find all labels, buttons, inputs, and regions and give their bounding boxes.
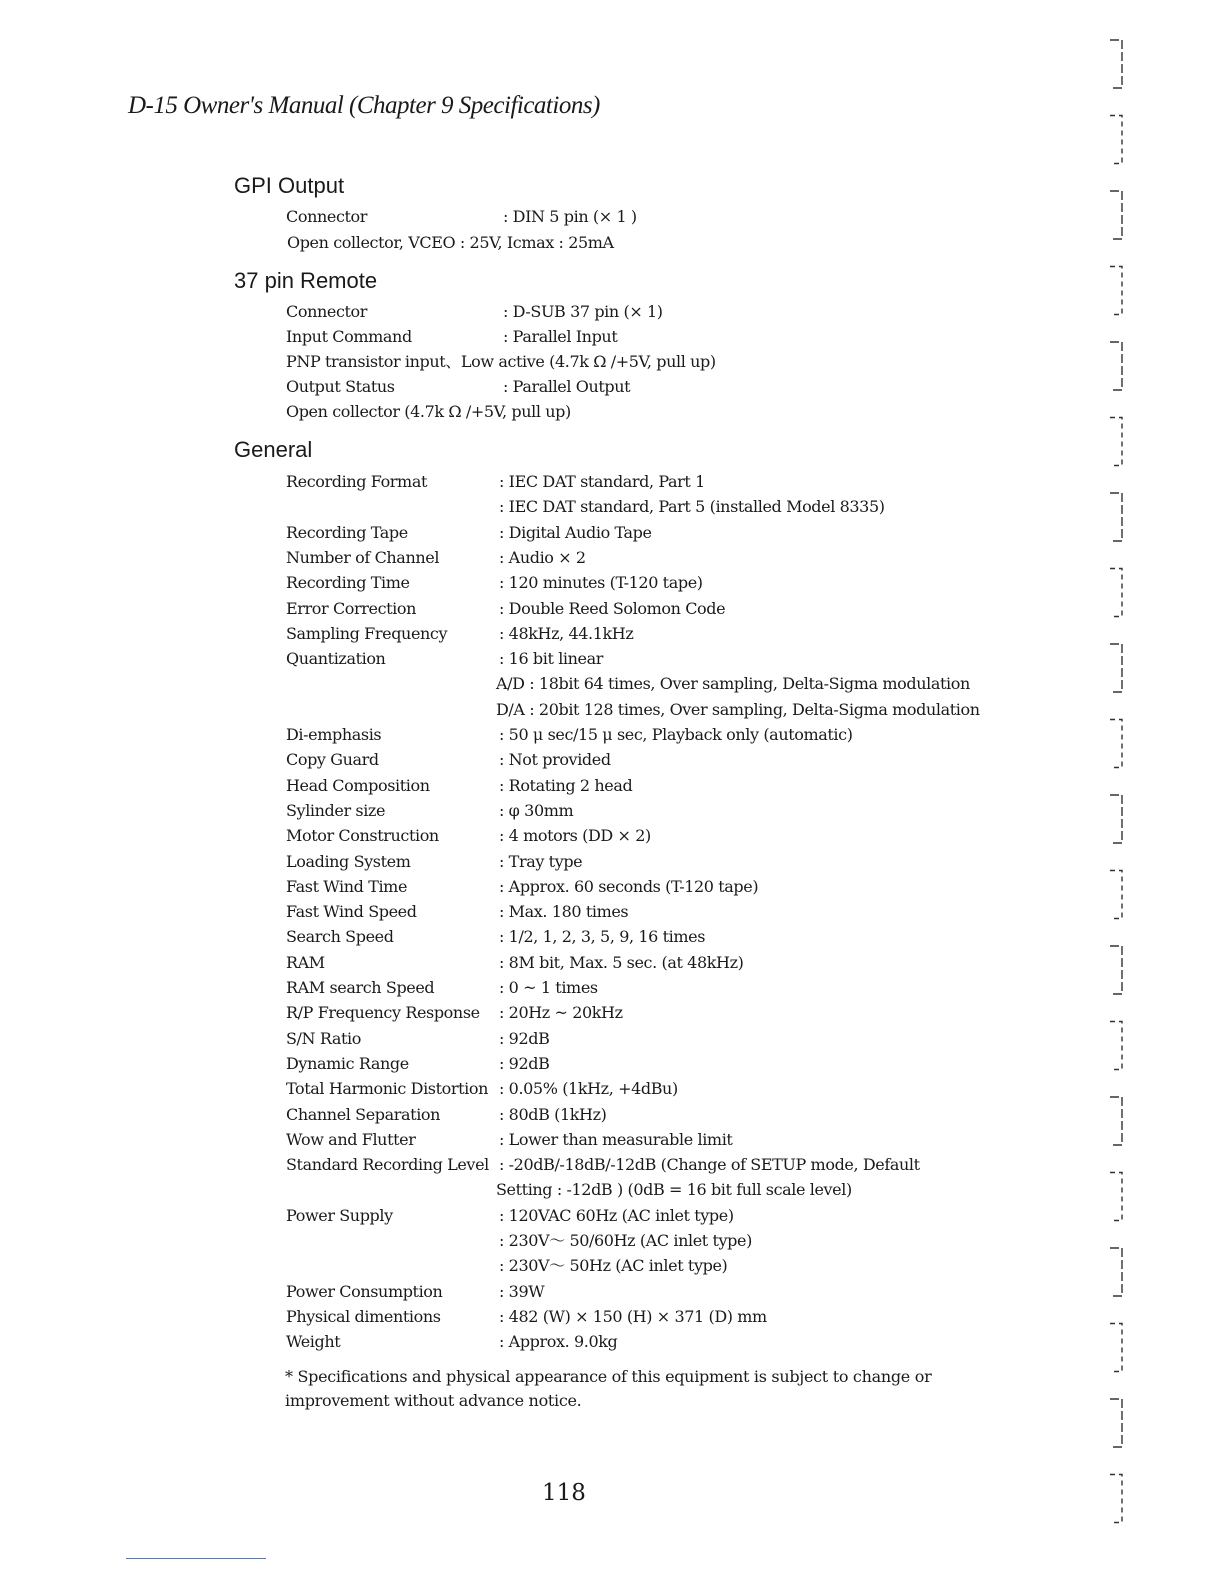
general-spec-label: Total Harmonic Distortion xyxy=(286,1079,489,1098)
binding-hole-mark xyxy=(1110,871,1122,919)
binding-hole-mark xyxy=(1110,1097,1122,1145)
binding-hole-mark xyxy=(1110,1324,1122,1372)
general-spec-value: : 1/2, 1, 2, 3, 5, 9, 16 times xyxy=(499,927,706,946)
general-spec-label: R/P Frequency Response xyxy=(286,1003,480,1022)
general-spec-value: : 50 μ sec/15 μ sec, Playback only (automatic) xyxy=(499,725,853,744)
page-header: D-15 Owner's Manual (Chapter 9 Specifications) xyxy=(128,92,600,119)
general-spec-value: : Not provided xyxy=(499,750,611,769)
page-number: 118 xyxy=(542,1480,586,1506)
general-spec-value: : 39W xyxy=(499,1282,545,1301)
footnote: * Specifications and physical appearance of this equipment is subject to change or improvement without advance notice. xyxy=(285,1367,932,1410)
general-spec-value: : φ 30mm xyxy=(499,801,574,820)
general-spec-value: : 92dB xyxy=(499,1054,550,1073)
binding-hole-mark xyxy=(1110,191,1122,239)
general-spec-value: : IEC DAT standard, Part 5 (installed Model 8335) xyxy=(499,497,885,516)
bottom-rule xyxy=(126,1558,266,1559)
general-spec-label: Standard Recording Level xyxy=(286,1155,489,1174)
binding-hole-mark xyxy=(1110,418,1122,466)
general-spec-label: Sylinder size xyxy=(286,801,386,820)
general-spec-label: Recording Tape xyxy=(286,523,408,542)
general-spec-label: Wow and Flutter xyxy=(286,1130,416,1149)
section-title-remote: 37 pin Remote xyxy=(234,268,378,293)
general-spec-value: : 4 motors (DD × 2) xyxy=(499,826,651,845)
general-spec-value: A/D : 18bit 64 times, Over sampling, Delta-Sigma modulation xyxy=(496,674,970,693)
binding-hole-mark xyxy=(1110,1022,1122,1070)
binding-hole-mark xyxy=(1110,644,1122,692)
general-spec-value: : 16 bit linear xyxy=(499,649,603,668)
general-spec-value: : 0.05% (1kHz, +4dBu) xyxy=(499,1079,678,1098)
section-title-gpi: GPI Output xyxy=(234,173,345,198)
binding-hole-mark xyxy=(1110,795,1122,843)
binding-hole-mark xyxy=(1110,493,1122,541)
binding-hole-mark xyxy=(1110,946,1122,994)
general-spec-label: Fast Wind Speed xyxy=(286,902,417,921)
general-spec-value: : 230V～ 50/60Hz (AC inlet type) xyxy=(499,1231,752,1250)
general-spec-label: S/N Ratio xyxy=(286,1029,361,1048)
general-spec-value: : Approx. 9.0kg xyxy=(499,1332,618,1351)
remote-connector-value: : D-SUB 37 pin (× 1) xyxy=(503,302,663,321)
general-spec-label: Error Correction xyxy=(286,599,417,618)
general-spec-value: : Audio × 2 xyxy=(499,548,586,567)
general-spec-value: : Rotating 2 head xyxy=(499,776,633,795)
general-spec-value: : Double Reed Solomon Code xyxy=(499,599,726,618)
general-spec-label: Copy Guard xyxy=(286,750,379,769)
general-spec-label: Search Speed xyxy=(286,927,394,946)
remote-input-label: Input Command xyxy=(286,327,412,346)
general-spec-value: : Tray type xyxy=(499,852,583,871)
general-spec-label: Fast Wind Time xyxy=(286,877,408,896)
general-spec-value: : Max. 180 times xyxy=(499,902,629,921)
general-spec-value: : IEC DAT standard, Part 1 xyxy=(499,472,705,491)
remote-open-collector: Open collector (4.7k Ω /+5V, pull up) xyxy=(286,402,571,421)
general-spec-label: RAM search Speed xyxy=(286,978,435,997)
general-spec-label: Dynamic Range xyxy=(286,1054,409,1073)
binding-marks xyxy=(1106,30,1130,1530)
general-spec-value: : 48kHz, 44.1kHz xyxy=(499,624,634,643)
binding-hole-mark xyxy=(1110,720,1122,768)
general-spec-value: D/A : 20bit 128 times, Over sampling, Delta-Sigma modulation xyxy=(496,700,980,719)
gpi-connector-value: : DIN 5 pin (× 1 ) xyxy=(503,207,637,226)
general-spec-value: : 8M bit, Max. 5 sec. (at 48kHz) xyxy=(499,953,744,972)
general-spec-label: Di-emphasis xyxy=(286,725,382,744)
binding-hole-mark xyxy=(1110,1248,1122,1296)
general-spec-label: Head Composition xyxy=(286,776,430,795)
general-spec-value: : Lower than measurable limit xyxy=(499,1130,733,1149)
general-spec-label: RAM xyxy=(286,953,325,972)
general-spec-label: Motor Construction xyxy=(286,826,439,845)
general-spec-label: Loading System xyxy=(286,852,411,871)
remote-pnp-line: PNP transistor input、Low active (4.7k Ω /+5V, pull up) xyxy=(286,352,716,371)
binding-hole-mark xyxy=(1110,569,1122,617)
general-spec-value: : 20Hz ~ 20kHz xyxy=(499,1003,623,1022)
general-spec-value: : 120VAC 60Hz (AC inlet type) xyxy=(499,1206,734,1225)
remote-output-value: : Parallel Output xyxy=(503,377,631,396)
general-spec-value: : 230V～ 50Hz (AC inlet type) xyxy=(499,1256,728,1275)
gpi-connector-label: Connector xyxy=(286,207,368,226)
general-spec-value: Setting : -12dB ) (0dB = 16 bit full scale level) xyxy=(496,1180,852,1199)
general-spec-label: Power Supply xyxy=(286,1206,393,1225)
remote-connector-label: Connector xyxy=(286,302,368,321)
general-spec-label: Sampling Frequency xyxy=(286,624,448,643)
general-spec-label: Number of Channel xyxy=(286,548,440,567)
general-spec-label: Weight xyxy=(286,1332,341,1351)
remote-output-label: Output Status xyxy=(286,377,395,396)
general-spec-label: Physical dimentions xyxy=(286,1307,441,1326)
general-spec-value: : Approx. 60 seconds (T-120 tape) xyxy=(499,877,759,896)
remote-input-value: : Parallel Input xyxy=(503,327,618,346)
gpi-open-collector: Open collector, VCEO : 25V, Icmax : 25mA xyxy=(287,233,614,252)
general-spec-value: : 482 (W) × 150 (H) × 371 (D) mm xyxy=(499,1307,767,1326)
general-spec-value: : 80dB (1kHz) xyxy=(499,1105,607,1124)
binding-hole-mark xyxy=(1110,267,1122,315)
general-spec-value: : 0 ~ 1 times xyxy=(499,978,598,997)
general-spec-label: Power Consumption xyxy=(286,1282,443,1301)
binding-hole-mark xyxy=(1110,116,1122,164)
binding-hole-mark xyxy=(1110,1475,1122,1523)
general-spec-label: Recording Format xyxy=(286,472,427,491)
binding-hole-mark xyxy=(1110,1173,1122,1221)
general-spec-value: : Digital Audio Tape xyxy=(499,523,652,542)
general-spec-label: Quantization xyxy=(286,649,386,668)
general-spec-value: : 92dB xyxy=(499,1029,550,1048)
general-spec-label: Channel Separation xyxy=(286,1105,441,1124)
binding-hole-mark xyxy=(1110,40,1122,88)
section-title-general: General xyxy=(234,437,313,462)
general-spec-label: Recording Time xyxy=(286,573,410,592)
general-spec-value: : -20dB/-18dB/-12dB (Change of SETUP mode, Default xyxy=(499,1155,920,1174)
binding-hole-mark xyxy=(1110,342,1122,390)
binding-hole-mark xyxy=(1110,1399,1122,1447)
general-spec-value: : 120 minutes (T-120 tape) xyxy=(499,573,703,592)
